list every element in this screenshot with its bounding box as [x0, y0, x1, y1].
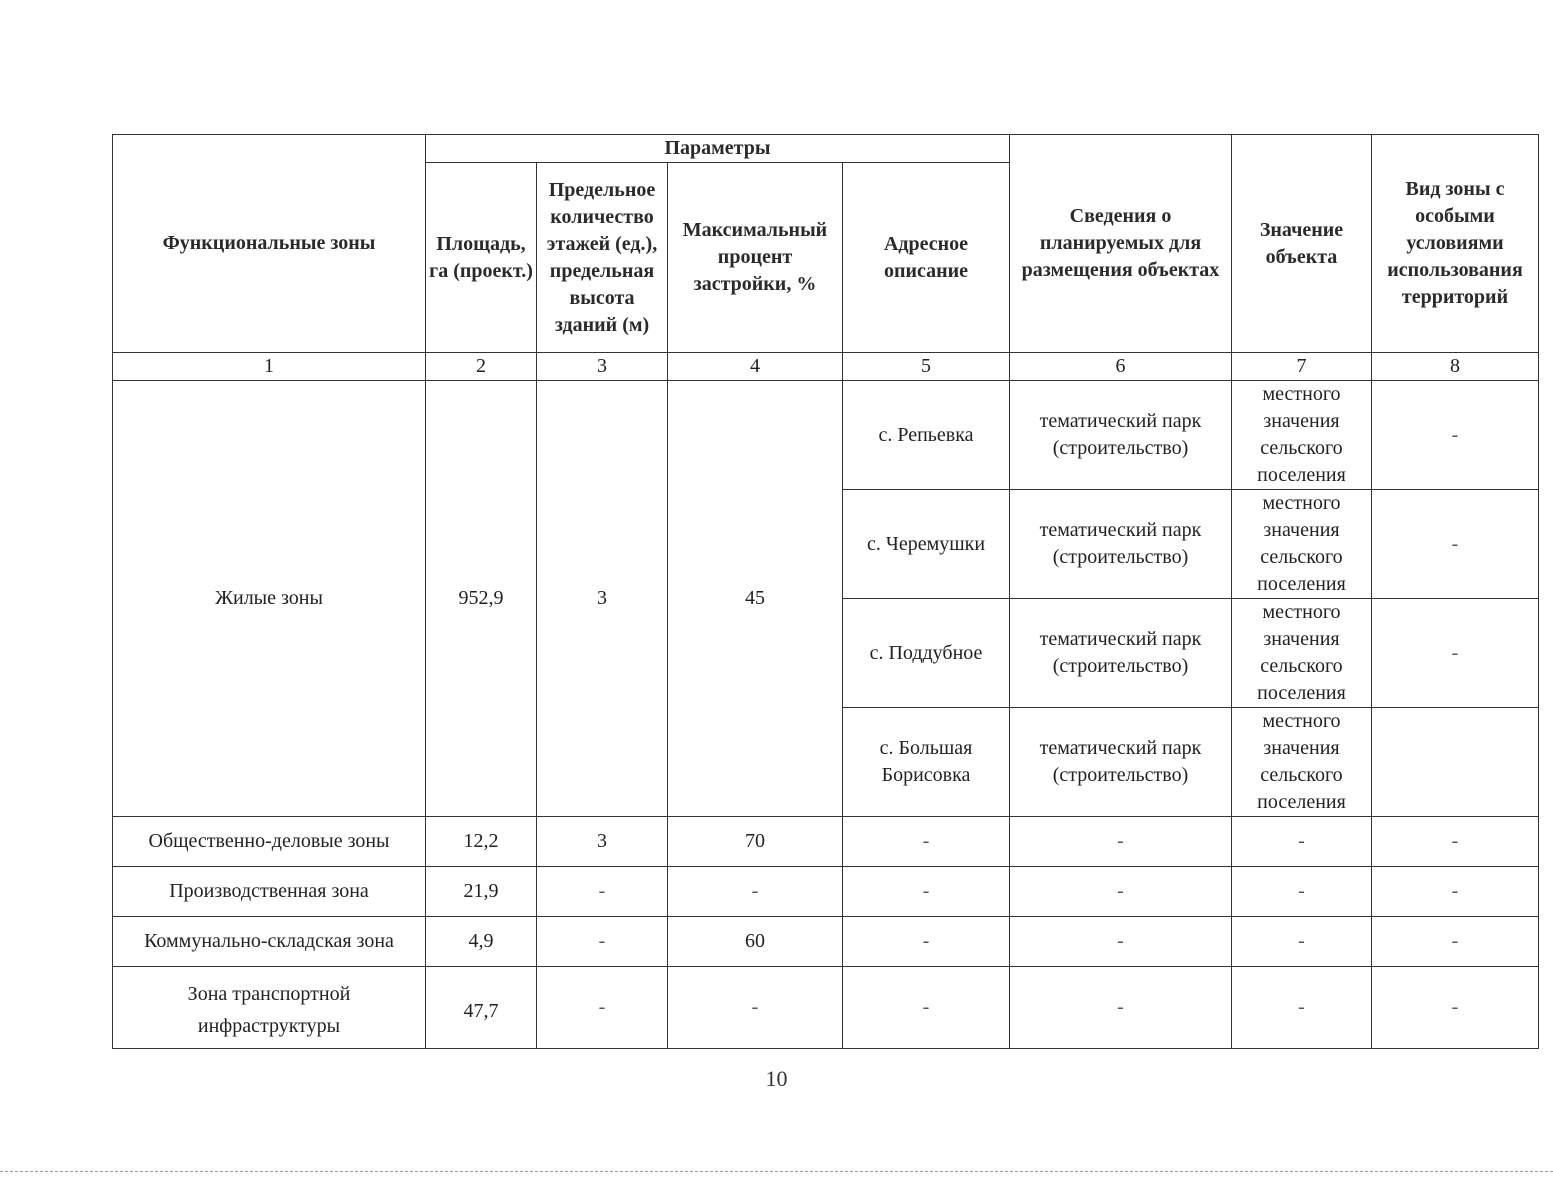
object-address: с. Поддубное: [843, 599, 1010, 708]
table-row: [113, 917, 1539, 967]
zone-area: 952,9: [426, 381, 537, 817]
object-special-zone: -: [1372, 490, 1539, 599]
zone-significance: -: [1232, 967, 1372, 1049]
object-significance: местного значения сельского поселения: [1232, 381, 1372, 490]
object-planned: тематический парк (строительство): [1010, 381, 1232, 490]
zone-address: -: [843, 917, 1010, 967]
zone-max-percent: 60: [668, 917, 843, 967]
object-significance: местного значения сельского поселения: [1232, 708, 1372, 817]
zone-name: Общественно-деловые зоны: [113, 817, 426, 867]
scan-edge-divider: [0, 1171, 1553, 1172]
zone-max-percent: 70: [668, 817, 843, 867]
functional-zones-table: [112, 134, 1539, 1049]
zone-name: Производственная зона: [113, 867, 426, 917]
object-address: с. Большая Борисовка: [843, 708, 1010, 817]
zone-area: 21,9: [426, 867, 537, 917]
header-zones: Функциональные зоны: [113, 135, 426, 353]
page-number: 10: [765, 1066, 788, 1091]
zone-floors: 3: [537, 817, 668, 867]
zone-significance: -: [1232, 867, 1372, 917]
header-max-percent: Максимальный процент застройки, %: [668, 163, 843, 353]
header-planned: Сведения о планируемых для размещения объектах: [1010, 135, 1232, 353]
zone-planned: -: [1010, 917, 1232, 967]
header-significance: Значение объекта: [1232, 135, 1372, 353]
zone-significance: -: [1232, 817, 1372, 867]
object-significance: местного значения сельского поселения: [1232, 490, 1372, 599]
header-params: Параметры: [426, 135, 1010, 163]
zone-max-percent: 45: [668, 381, 843, 817]
object-planned: тематический парк (строительство): [1010, 490, 1232, 599]
table-row: [113, 817, 1539, 867]
header-area: Площадь, га (проект.): [426, 163, 537, 353]
col-number: 4: [668, 353, 843, 381]
object-special-zone: -: [1372, 381, 1539, 490]
zone-planned: -: [1010, 967, 1232, 1049]
zone-max-percent: -: [668, 967, 843, 1049]
object-planned: тематический парк (строительство): [1010, 708, 1232, 817]
object-planned: тематический парк (строительство): [1010, 599, 1232, 708]
table-row: [113, 967, 1539, 1049]
zone-planned: -: [1010, 867, 1232, 917]
zone-address: -: [843, 967, 1010, 1049]
zone-address: -: [843, 817, 1010, 867]
col-number: 7: [1232, 353, 1372, 381]
table-row: [113, 867, 1539, 917]
zone-planned: -: [1010, 817, 1232, 867]
object-address: с. Черемушки: [843, 490, 1010, 599]
col-number: 2: [426, 353, 537, 381]
col-number: 6: [1010, 353, 1232, 381]
header-floors: Предельное количество этажей (ед.), предельная высота зданий (м): [537, 163, 668, 353]
object-significance: местного значения сельского поселения: [1232, 599, 1372, 708]
zone-area: 4,9: [426, 917, 537, 967]
zone-name: Зона транспортной инфраструктуры: [113, 967, 426, 1049]
zone-special-zone: -: [1372, 967, 1539, 1049]
zone-floors: -: [537, 967, 668, 1049]
zone-max-percent: -: [668, 867, 843, 917]
header-row-top: [113, 135, 1539, 163]
header-address: Адресное описание: [843, 163, 1010, 353]
zone-area: 47,7: [426, 967, 537, 1049]
col-number: 8: [1372, 353, 1539, 381]
col-number: 5: [843, 353, 1010, 381]
col-number: 1: [113, 353, 426, 381]
object-special-zone: [1372, 708, 1539, 817]
zone-name: Жилые зоны: [113, 381, 426, 817]
zone-floors: -: [537, 867, 668, 917]
zone-name: Коммунально-складская зона: [113, 917, 426, 967]
zone-special-zone: -: [1372, 817, 1539, 867]
zone-address: -: [843, 867, 1010, 917]
column-number-row: [113, 353, 1539, 381]
zone-significance: -: [1232, 917, 1372, 967]
col-number: 3: [537, 353, 668, 381]
zone-area: 12,2: [426, 817, 537, 867]
zone-floors: -: [537, 917, 668, 967]
zone-floors: 3: [537, 381, 668, 817]
zone-special-zone: -: [1372, 867, 1539, 917]
header-special-zone: Вид зоны с особыми условиями использования территорий: [1372, 135, 1539, 353]
object-special-zone: -: [1372, 599, 1539, 708]
zone-special-zone: -: [1372, 917, 1539, 967]
table-row: [113, 381, 1539, 490]
object-address: с. Репьевка: [843, 381, 1010, 490]
